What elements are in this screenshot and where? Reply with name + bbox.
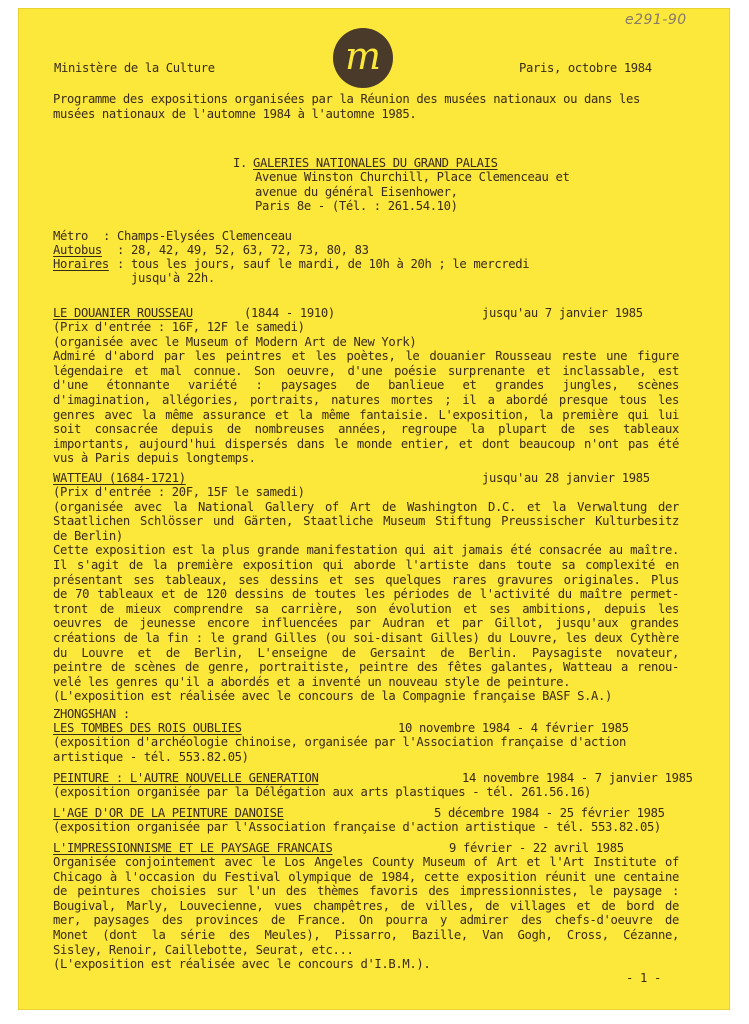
zhongshan-kicker: ZHONGSHAN : [53, 707, 130, 721]
zhongshan-title: LES TOMBES DES ROIS OUBLIES [53, 721, 242, 735]
metro-label: Métro [53, 229, 88, 243]
autobus-value: : 28, 42, 49, 52, 63, 72, 73, 80, 83 [117, 243, 369, 257]
watteau-body: (Prix d'entrée : 20F, 15F le samedi) (organisée avec la National Gallery of Art de Washington D.C. et la Verwaltung der Staatlichen Schlösser und Gärten, Staatliche Museum Stiftung Preussischer Kulturbesitz de Berlin) Cette exposition est la plus grande manifestation qui ait jamais été consacrée au maître. Il s'agit de la première exposition qui aborde l'artiste dans toute sa complexité en présentant ses tableaux, ses dessins et ses quelques rares gravures originales. Plus de 70 tableaux et de 120 dessins de toutes les périodes de l'activité du maître permet- tront de mieux comprendre sa carrière, son évolution et ses ambitions, depuis les oeuvres de jeunesse encore influencées par Audran et par Gillot, jusqu'aux grandes créations de la fin : le grand Gilles (ou soi-disant Gilles) du Louvre, les deux Cythère du Louvre et de Berlin, L'enseigne de Gersaint de Berlin. Paysagiste novateur, peintre de scènes de genre, portraitiste, peintre des fêtes galantes, Watteau a renou- velé les genres qu'il a abordés et a inventé un nouveau style de peinture. (L'exposition est réalisée avec le concours de la Compagnie française BASF S.A.) [53, 485, 679, 704]
metro-value: : Champs-Elysées Clemenceau [103, 229, 292, 243]
logo-letter: m [344, 34, 382, 78]
handwritten-reference: e291-90 [625, 12, 687, 28]
section-address: Avenue Winston Churchill, Place Clemenceau et avenue du général Eisenhower, Paris 8e - (Tél. : 261.54.10) [255, 170, 570, 214]
horaires-continuation: jusqu'à 22h. [131, 271, 215, 285]
peinture-dates: 14 novembre 1984 - 7 janvier 1985 [462, 771, 693, 785]
zhongshan-dates: 10 novembre 1984 - 4 février 1985 [398, 721, 629, 735]
ministry-name: Ministère de la Culture [54, 61, 215, 75]
impressionnisme-body: Organisée conjointement avec le Los Angeles County Museum of Art et l'Art Institute of Chicago à l'occasion du Festival olympique de 1984, cette exposition réunit une centaine de peintures choisies sur l'un des thèmes favoris des impressionnistes, le paysage : Bougival, Marly, Louvecienne, vues champêtres, de villes, de villages et de bord de mer, paysages des provinces de France. On pourra y admirer des chefs-d'oeuvre de Monet (dont la série des Meules), Pissarro, Bazille, Van Gogh, Cross, Cézanne, Sisley, Renoir, Caillebotte, Seurat, etc... (L'exposition est réalisée avec le concours d'I.B.M.). [53, 855, 679, 972]
danoise-title: L'AGE D'OR DE LA PEINTURE DANOISE [53, 806, 284, 820]
impressionnisme-title: L'IMPRESSIONNISME ET LE PAYSAGE FRANCAIS [53, 841, 333, 855]
rousseau-until: jusqu'au 7 janvier 1985 [482, 306, 643, 320]
intro-paragraph: Programme des expositions organisées par la Réunion des musées nationaux ou dans les musées nationaux de l'automne 1984 à l'automne 1985. [53, 92, 640, 121]
page-number: - 1 - [626, 971, 661, 985]
header-date: Paris, octobre 1984 [519, 61, 652, 75]
watteau-title: WATTEAU (1684-1721) [53, 471, 186, 485]
watteau-until: jusqu'au 28 janvier 1985 [482, 471, 650, 485]
peinture-line: (exposition organisée par la Délégation aux arts plastiques - tél. 261.56.16) [53, 785, 592, 799]
rousseau-body: (Prix d'entrée : 16F, 12F le samedi) (organisée avec le Museum of Modern Art de New York) Admiré d'abord par les peintres et les poètes, le douanier Rousseau reste une figure légendaire et mal connue. Son oeuvre, d'une poésie surprenante et inclassable, est d'une étonnante variété : paysages de banlieue et grandes jungles, scènes d'imagination, allégories, portraits, natures mortes ; il a abordé presque tous les genres avec la même assurance et la même fantaisie. L'exposition, la première qui lui soit consacrée depuis de nombreuses années, regroupe la plupart de ses tableaux importants, aujourd'hui dispersés dans le monde entier, et dont beaucoup n'ont pas été vus à Paris depuis longtemps. [53, 320, 679, 466]
autobus-label: Autobus [53, 243, 102, 257]
danoise-line: (exposition organisée par l'Association française d'action artistique - tél. 553.82.05) [53, 820, 661, 834]
impressionnisme-dates: 9 février - 22 avril 1985 [449, 841, 624, 855]
horaires-label: Horaires [53, 257, 109, 271]
danoise-dates: 5 décembre 1984 - 25 février 1985 [434, 806, 665, 820]
rousseau-title: LE DOUANIER ROUSSEAU [53, 306, 193, 320]
peinture-title: PEINTURE : L'AUTRE NOUVELLE GENERATION [53, 771, 319, 785]
section-number: I. [233, 156, 247, 170]
horaires-value: : tous les jours, sauf le mardi, de 10h à 20h ; le mercredi [117, 257, 530, 271]
zhongshan-body: (exposition d'archéologie chinoise, organisée par l'Association française d'action artistique - tél. 553.82.05) [53, 735, 626, 764]
rousseau-dates: (1844 - 1910) [244, 306, 335, 320]
section-title: GALERIES NATIONALES DU GRAND PALAIS [253, 156, 498, 170]
rmn-logo [332, 27, 394, 89]
